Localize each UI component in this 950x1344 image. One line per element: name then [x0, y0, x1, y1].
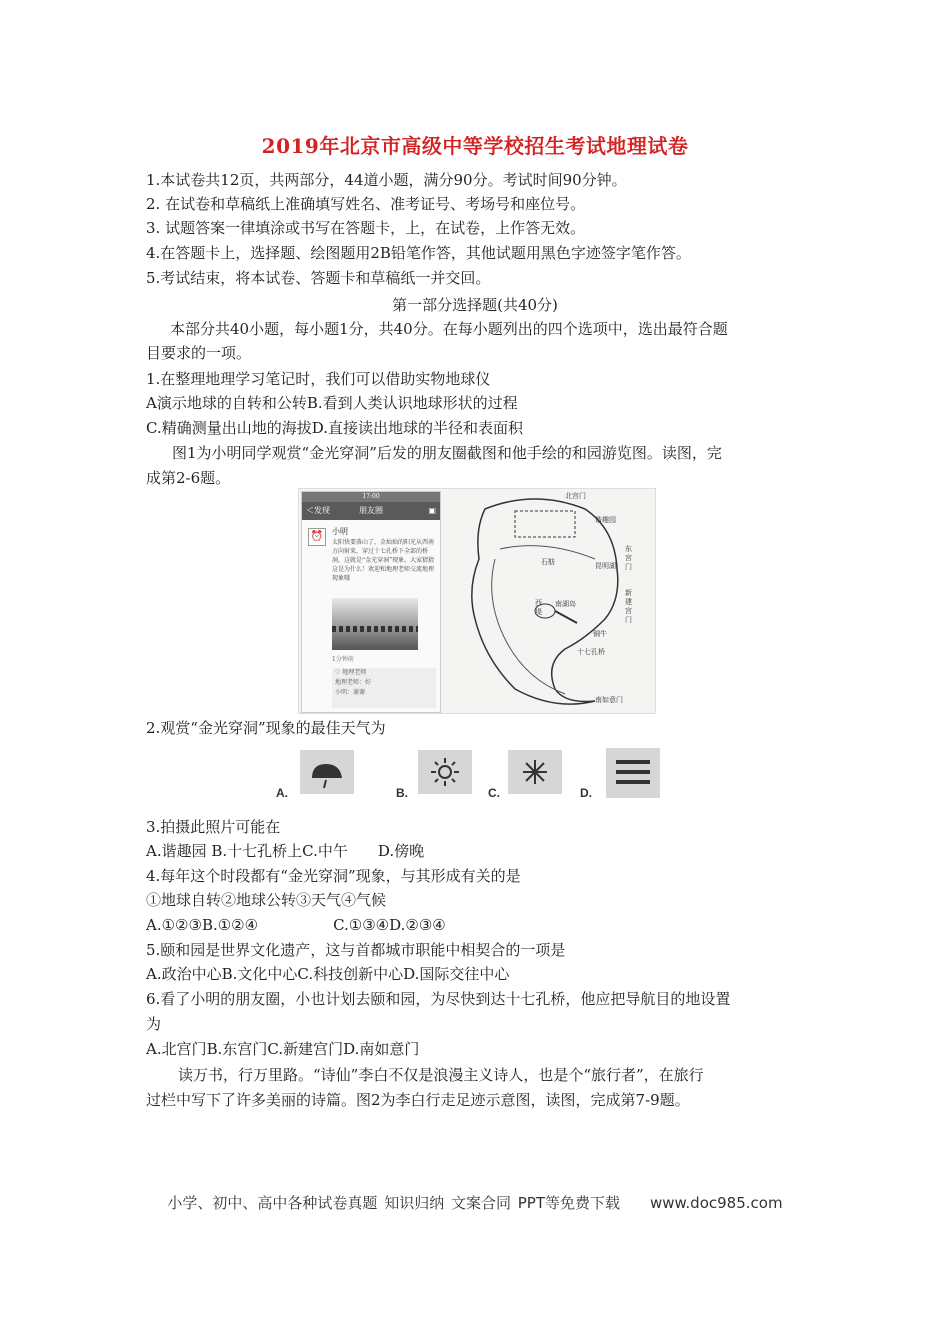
passage-1: 读万书，行万里路。“诗仙”李白不仅是浪漫主义诗人，也是个“旅行者”，在旅行: [178, 1066, 704, 1084]
q1-options-1: A演示地球的自转和公转B.看到人类认识地球形状的过程: [146, 394, 518, 412]
post-user: 小明: [332, 527, 348, 536]
post-photo: [332, 598, 418, 650]
q6-stem-1: 6.看了小明的朋友圈，小也计划去颐和园，为尽快到达十七孔桥，他应把导航目的地设置: [146, 990, 731, 1008]
section-intro-1: 本部分共40小题，每小题1分，共40分。在每小题列出的四个选项中，选出最符合题: [170, 320, 728, 338]
phone-title: 朋友圈: [359, 506, 383, 515]
summer-palace-sketch-map: [445, 489, 655, 713]
q2-stem: 2.观赏“金光穿洞”现象的最佳天气为: [146, 719, 386, 737]
phone-time: 17:00: [362, 493, 380, 500]
post-likes: [332, 668, 436, 708]
map-label-east-gate: 东宫门: [625, 545, 632, 571]
instruction-1: 1.本试卷共12页，共两部分，44道小题，满分90分。考试时间90分钟。: [146, 171, 627, 189]
footer-text: 小学、初中、高中各种试卷真题 知识归纳 文案合同 PPT等免费下载 www.doc985.com: [167, 1194, 783, 1212]
snowflake-icon: [508, 750, 562, 794]
section-title: 第一部分选择题(共40分): [392, 296, 558, 314]
q1-options-2: C.精确测量出山地的海拔D.直接读出地球的半径和表面积: [146, 419, 523, 437]
q5-options: A.政治中心B.文化中心C.科技创新中心D.国际交往中心: [146, 965, 510, 983]
option-d-label: D.: [580, 786, 592, 800]
map-label-south-gate: 南如意门: [595, 696, 623, 704]
rain-cloud-icon: [300, 750, 354, 794]
wechat-moments-screenshot: [301, 491, 441, 713]
post-text: 太阳快要落山了，金灿灿的阳光从西南方向射来，穿过十七孔桥下全部的桥洞，这就是“金光穿洞”现象。大家猜猜这是为什么！欢迎和地理老师交流地理现象哦: [332, 539, 435, 582]
bridge-silhouette: [332, 626, 418, 632]
option-b-label: B.: [396, 786, 408, 800]
passage-2: 过栏中写下了许多美丽的诗篇。图2为李白行走足迹示意图，读图，完成第7-9题。: [146, 1091, 690, 1109]
instruction-2: 2. 在试卷和草稿纸上准确填写姓名、准考证号、考场号和座位号。: [146, 195, 586, 213]
option-a-label: A.: [276, 786, 288, 800]
phone-status-bar: [302, 492, 440, 502]
q5-stem: 5.颐和园是世界文化遗产，这与首都城市职能中相契合的一项是: [146, 941, 566, 959]
q4-items: ①地球自转②地球公转③天气④气候: [146, 891, 387, 909]
phone-header: [302, 502, 440, 520]
post-time: 1分钟前: [332, 656, 354, 663]
camera-icon: ▣: [428, 506, 436, 515]
figure1-intro-1: 图1为小明同学观赏“金光穿洞”后发的朋友圈截图和他手绘的和园游览图。读图，完: [172, 444, 722, 462]
q1-stem: 1.在整理地理学习笔记时，我们可以借助实物地球仪: [146, 370, 491, 388]
fog-icon: [606, 748, 660, 798]
figure1-intro-2: 成第2-6题。: [146, 469, 231, 487]
sun-icon: [418, 750, 472, 794]
map-label-xinjian: 新建宫门: [625, 589, 632, 624]
like-line: ♡ 地理老师: [335, 669, 367, 676]
q6-stem-2: 为: [146, 1015, 162, 1033]
comment-1: 地理老师：好: [335, 679, 372, 686]
q4-stem: 4.每年这个时段都有“金光穿洞”现象，与其形成有关的是: [146, 867, 521, 885]
map-label-shifang: 石舫: [541, 558, 555, 566]
map-label-xidi: 西堤: [535, 599, 542, 616]
section-intro-2: 目要求的一项。: [146, 344, 252, 362]
map-label-nanhu: 南湖岛: [555, 600, 576, 608]
q3-stem: 3.拍摄此照片可能在: [146, 818, 281, 836]
option-c-label: C.: [488, 786, 500, 800]
phone-back: ＜发现: [306, 506, 330, 515]
instruction-4: 4.在答题卡上，选择题、绘图题用2B铅笔作答，其他试题用黑色字迹签字笔作答。: [146, 244, 691, 262]
figure1-image: [298, 488, 656, 714]
q4-options: A.①②③B.①②④ C.①③④D.②③④: [146, 916, 446, 934]
map-label-kunming: 昆明湖: [595, 562, 616, 570]
q2-weather-options: [276, 750, 676, 802]
instruction-5: 5.考试结束，将本试卷、答题卡和草稿纸一并交回。: [146, 269, 491, 287]
map-label-tongniu: 铜牛: [593, 630, 607, 638]
map-label-north-gate: 北宫门: [565, 492, 586, 500]
map-outline: [445, 489, 655, 713]
exam-title: 2019年北京市高级中等学校招生考试地理试卷: [261, 134, 689, 158]
q6-options: A.北宫门B.东宫门C.新建宫门D.南如意门: [146, 1040, 420, 1058]
avatar: ⏰: [308, 528, 326, 546]
q3-options: A.谐趣园 B.十七孔桥上C.中午 D.傍晚: [146, 842, 425, 860]
instruction-3: 3. 试题答案一律填涂或书写在答题卡，上，在试卷，上作答无效。: [146, 219, 586, 237]
map-label-bridge: 十七孔桥: [577, 648, 605, 656]
map-label-xiequ: 谐趣园: [595, 516, 616, 524]
comment-2: 小明：谢谢: [335, 689, 366, 696]
